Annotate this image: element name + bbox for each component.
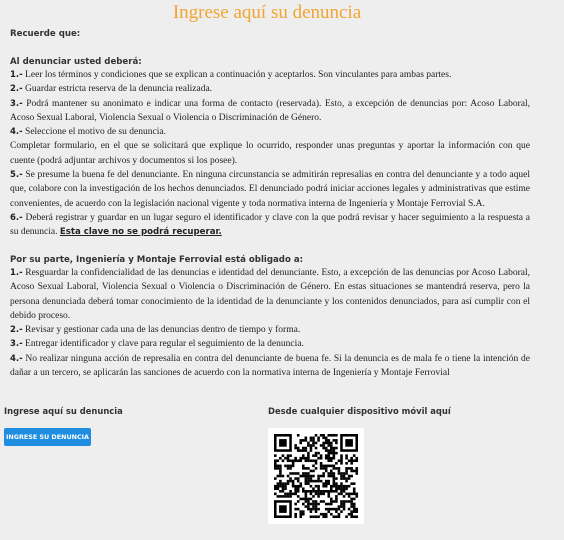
item-text: Se presume la buena fe del denunciante. En ninguna circunstancia se admitirán represalias en contra del denunciante y a todo aquel que, colabore con la investigación de los hechos denunciados. El denunciado podrá iniciar acciones legales y administrativas que estime convenientes, de acuerdo con la legislación nacional vigente y toda normativa interna de Ingeniería y Montaje Ferrovial S.A.	[10, 170, 530, 209]
deberes-list	[10, 68, 530, 240]
deber-item	[10, 68, 530, 82]
item-number: 1.-	[10, 268, 23, 278]
footer-right-title: Desde cualquier dispositivo móvil aquí	[268, 406, 451, 416]
item-number: 5.-	[10, 170, 23, 181]
item-text: Leer los términos y condiciones que se explican a continuación y aceptarlos. Son vinculantes para ambas partes.	[22, 70, 452, 80]
ingrese-denuncia-button[interactable]: INGRESE SU DENUNCIA	[4, 428, 91, 446]
item-text: Completar formulario, en el que se solicitará que explique lo ocurrido, responder unas preguntas y aportar la información con que cuente (podrá adjuntar archivos y documentos si los posee).	[10, 141, 530, 166]
footer-left-title: Ingrese aquí su denuncia	[4, 406, 123, 416]
item-text: Revisar y gestionar cada una de las denuncias dentro de tiempo y forma.	[22, 325, 301, 336]
item-number: 1.-	[10, 70, 23, 80]
section-obligaciones: Por su parte, Ingeniería y Montaje Ferrovial está obligado a:	[10, 255, 304, 265]
item-text: Guardar estricta reserva de la denuncia realizada.	[22, 84, 213, 95]
section-recuerde: Recuerde que:	[10, 29, 81, 39]
qr-code[interactable]	[268, 428, 364, 524]
deber-item	[10, 125, 530, 139]
obligacion-item	[10, 352, 530, 381]
deber-item	[10, 82, 530, 96]
deber-item	[10, 139, 530, 168]
section-al-denunciar: Al denunciar usted deberá:	[10, 57, 142, 67]
item-text: Resguardar la confidencialidad de las denuncias e identidad del denunciante. Esto, a excepción de las denuncias por Acoso Laboral, Acoso Sexual Laboral, Violencia Sexual o Violencia o Discriminación de Género. En estas situaciones se mantendrá reserva, pero la persona denunciada deberá tomar conocimiento de la identidad de la denunciante y los contenidos denunciados, para así cumplir con el debido proceso.	[10, 268, 530, 321]
key-warning: Esta clave no se podrá recuperar.	[59, 227, 222, 238]
page-title: Ingrese aquí su denuncia	[172, 2, 362, 23]
obligaciones-list	[10, 266, 530, 380]
item-number: 2.-	[10, 325, 23, 336]
item-number: 6.-	[10, 212, 23, 223]
item-text: Deberá registrar y guardar en un lugar seguro el identificador y clave con la que podrá revisar y hacer seguimiento a la respuesta a su denuncia.	[10, 212, 530, 238]
obligacion-item	[10, 323, 530, 337]
obligacion-item	[10, 266, 530, 323]
deber-item	[10, 97, 530, 126]
item-text: Podrá mantener su anonimato e indicar una forma de contacto (reservada). Esto, a excepción de denuncias por: Acoso Laboral, Acoso Sexual Laboral, Violencia Sexual o Violencia o Discriminación de Género.	[10, 98, 530, 123]
item-number: 2.-	[10, 84, 23, 95]
qr-code-icon	[268, 428, 364, 524]
obligacion-item	[10, 337, 530, 351]
item-text: No realizar ninguna acción de represalia en contra del denunciante de buena fe. Si la denuncia es de mala fe o tiene la intención de dañar a un tercero, se aplicarán las sanciones de acuerdo con la normativa interna de Ingeniería y Montaje Ferrovial	[10, 353, 530, 379]
item-text: Entregar identificador y clave para regular el seguimiento de la denuncia.	[22, 339, 304, 350]
item-number: 3.-	[10, 98, 23, 109]
item-number: 4.-	[10, 127, 23, 138]
item-number: 3.-	[10, 339, 23, 350]
item-number: 4.-	[10, 353, 23, 364]
deber-item	[10, 211, 530, 240]
deber-item	[10, 168, 530, 211]
item-text: Seleccione el motivo de su denuncia.	[22, 127, 166, 138]
